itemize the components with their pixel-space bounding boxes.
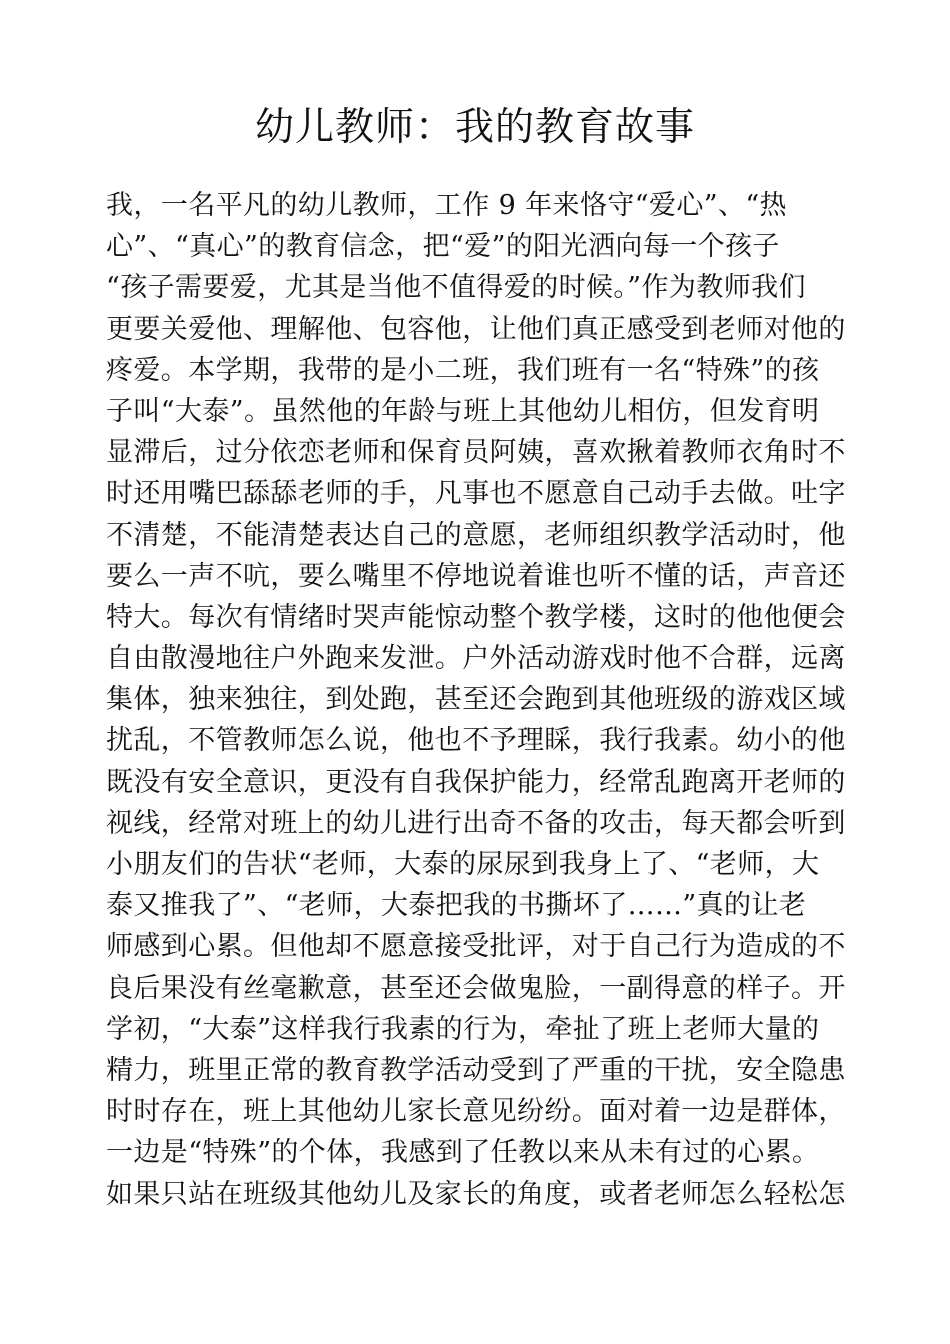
body-line: 时还用嘴巴舔舔老师的手，凡事也不愿意自己动手去做。吐字	[106, 478, 846, 510]
body-line: “孩子需要爱，尤其是当他不值得爱的时候。”作为教师我们	[106, 272, 806, 304]
body-line: 特大。每次有情绪时哭声能惊动整个教学楼，这时的他他便会	[106, 601, 846, 633]
body-line: 扰乱，不管教师怎么说，他也不予理睬，我行我素。幼小的他	[106, 725, 846, 757]
body-line: 自由散漫地往户外跑来发泄。户外活动游戏时他不合群，远离	[106, 643, 846, 675]
body-line: 如果只站在班级其他幼儿及家长的角度，或者老师怎么轻松怎	[106, 1178, 846, 1210]
body-line: 子叫“大泰”。虽然他的年龄与班上其他幼儿相仿，但发育明	[106, 395, 820, 427]
body-line: 我，一名平凡的幼儿教师，工作 9 年来恪守“爱心”、“热	[106, 190, 787, 221]
body-line: 疼爱。本学期，我带的是小二班，我们班有一名“特殊”的孩	[106, 354, 820, 386]
body-line: 心”、“真心”的教育信念，把“爱”的阳光洒向每一个孩子	[106, 231, 780, 263]
body-line: 既没有安全意识，更没有自我保护能力，经常乱跑离开老师的	[106, 766, 846, 798]
body-line: 精力，班里正常的教育教学活动受到了严重的干扰，安全隐患	[106, 1054, 846, 1086]
body-line: 更要关爱他、理解他、包容他，让他们真正感受到老师对他的	[106, 313, 846, 345]
body-line: 一边是“特殊”的个体，我感到了任教以来从未有过的心累。	[106, 1137, 820, 1169]
body-line: 要么一声不吭，要么嘴里不停地说着谁也听不懂的话，声音还	[106, 560, 846, 592]
body-line: 学初，“大泰”这样我行我素的行为，牵扯了班上老师大量的	[106, 1013, 820, 1045]
body-line: 视线，经常对班上的幼儿进行出奇不备的攻击，每天都会听到	[106, 807, 846, 839]
document-title: 幼儿教师：我的教育故事	[254, 105, 695, 150]
body-line: 师感到心累。但他却不愿意接受批评，对于自己行为造成的不	[106, 931, 846, 963]
body-line: 显滞后，过分依恋老师和保育员阿姨，喜欢揪着教师衣角时不	[106, 437, 846, 469]
body-line: 时时存在，班上其他幼儿家长意见纷纷。面对着一边是群体，	[106, 1096, 846, 1128]
body-line: 小朋友们的告状“老师，大泰的尿尿到我身上了、“老师，大	[106, 849, 820, 880]
body-line: 集体，独来独往，到处跑，甚至还会跑到其他班级的游戏区域	[106, 684, 846, 716]
body-line: 不清楚，不能清楚表达自己的意愿，老师组织教学活动时，他	[106, 519, 846, 551]
body-line: 良后果没有丝毫歉意，甚至还会做鬼脸，一副得意的样子。开	[106, 972, 846, 1004]
body-line: 泰又推我了”、“老师，大泰把我的书撕坏了……”真的让老	[106, 890, 807, 922]
document-body	[106, 185, 846, 1215]
